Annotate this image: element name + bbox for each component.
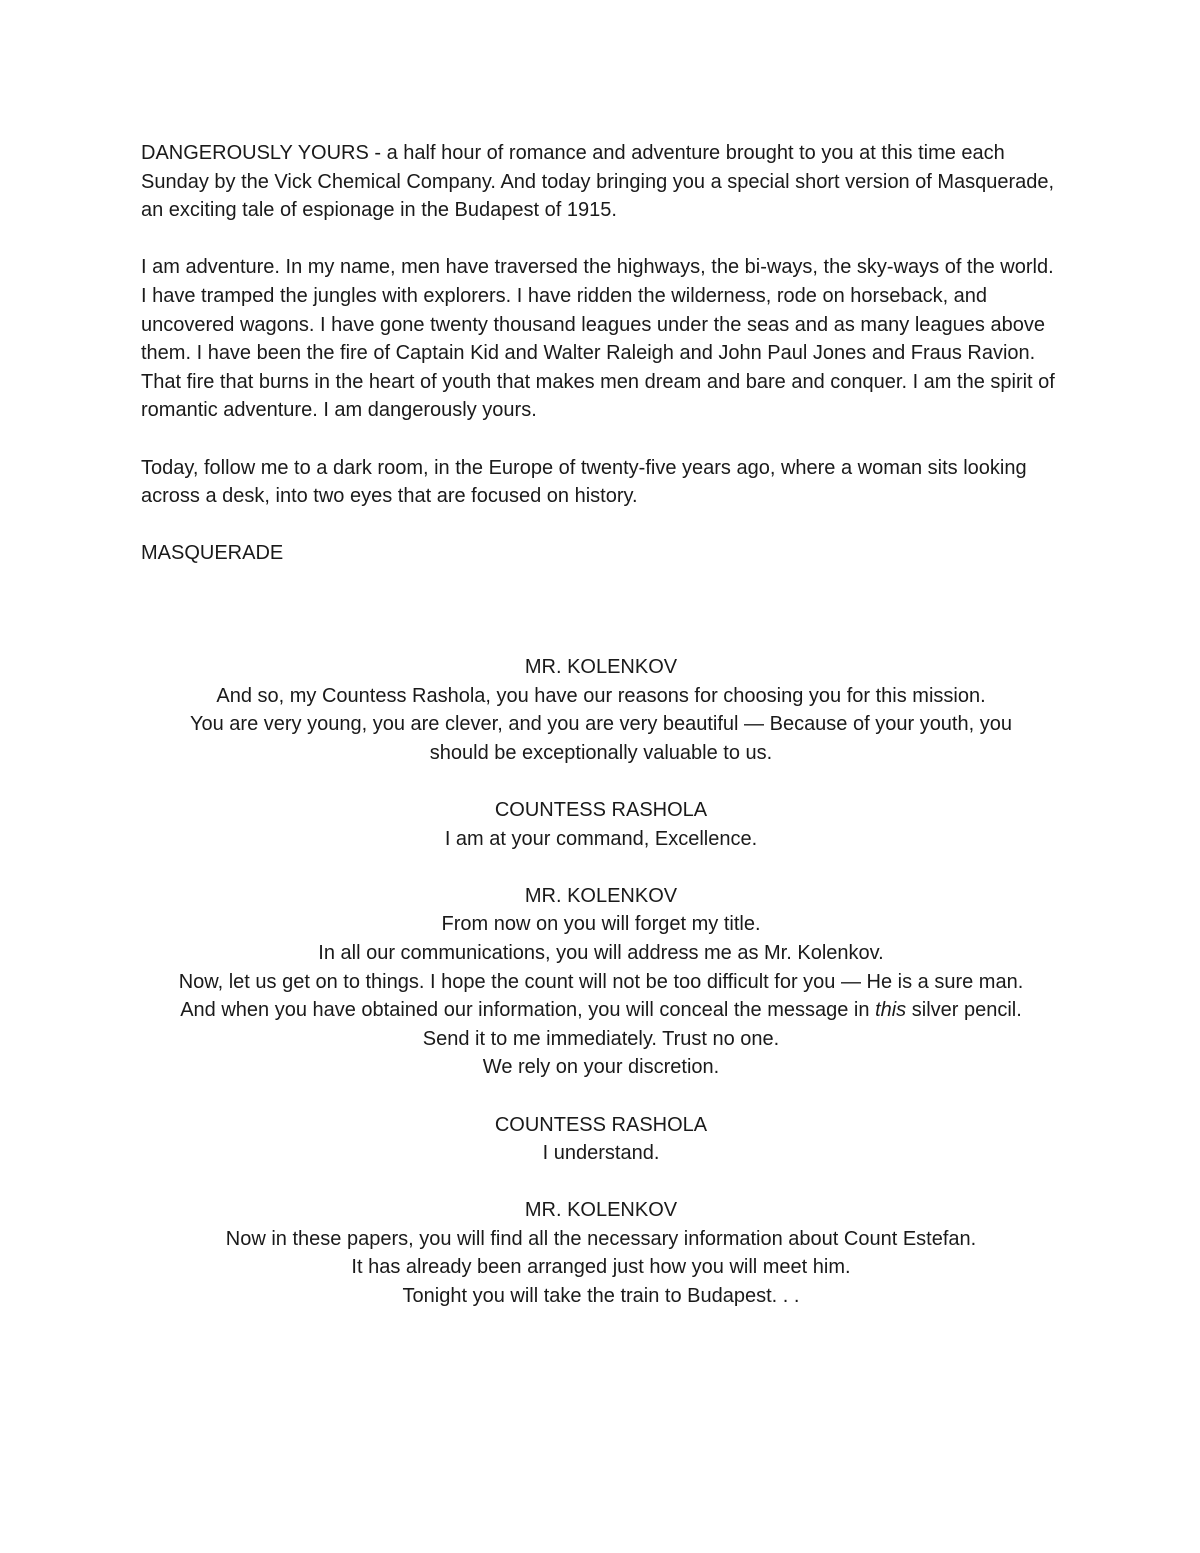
speaker-name: MR. KOLENKOV [524, 884, 678, 907]
dialogue-block [141, 1196, 1061, 1310]
speaker-name: MR. KOLENKOV [524, 656, 678, 678]
speaker-name: COUNTESS RASHOLA [494, 1113, 708, 1136]
dialogue-block [141, 882, 1061, 1082]
script-dialogue [141, 653, 1061, 1339]
speaker-name: COUNTESS RASHOLA [494, 798, 708, 821]
dialogue-block [141, 796, 1061, 853]
emphasized-word: this [875, 999, 907, 1022]
story-title: MASQUERADE [141, 542, 284, 565]
dialogue-line: I am at your command, Excellence. [444, 827, 758, 850]
dialogue-line: We rely on your discretion. [482, 1056, 720, 1079]
dialogue-block [141, 1111, 1061, 1168]
dialogue-line: Now in these papers, you will find all the necessary information about Count Estefan. [225, 1227, 977, 1250]
speaker-name: MR. KOLENKOV [524, 1199, 678, 1222]
dialogue-line: Now, let us get on to things. I hope the count will not be too difficult for you — He is a sure man. [178, 970, 1024, 993]
dialogue-line: In all our communications, you will address me as Mr. Kolenkov. [318, 941, 884, 964]
intro-paragraph-adventure: I am adventure. In my name, men have traversed the highways, the bi-ways, the sky-ways of the world. I have tramped the jungles with explorers. I have ridden the wilderness, rode on horseback, and uncovered wagons. I have gone twenty thousand leagues under the seas and as many leagues above them. I have been the fire of Captain Kid and Walter Raleigh and John Paul Jones and Fraus Ravion. That fire that burns in the heart of youth that makes men dream and bare and conquer. I am the spirit of romantic adventure. I am dangerously yours. [141, 256, 1055, 422]
dialogue-line [141, 996, 1061, 1025]
dialogue-line: Send it to me immediately. Trust no one. [422, 1027, 780, 1050]
dialogue-line-start: And when you have obtained our information, you will conceal the message in [180, 999, 876, 1022]
dialogue-line: should be exceptionally valuable to us. [429, 741, 773, 764]
dialogue-line-end: silver pencil. [906, 999, 1022, 1022]
intro-section [141, 139, 1061, 568]
dialogue-block [141, 653, 1061, 767]
dialogue-line: Tonight you will take the train to Budapest. . . [402, 1285, 800, 1308]
dialogue-line: And so, my Countess Rashola, you have our reasons for choosing you for this mission. [216, 684, 986, 707]
dialogue-line: I understand. [542, 1142, 660, 1165]
intro-paragraph-announcer: DANGEROUSLY YOURS - a half hour of romance and adventure brought to you at this time each Sunday by the Vick Chemical Company. And today bringing you a special short version of Masquerade, an exciting tale of espionage in the Budapest of 1915. [141, 142, 1055, 222]
dialogue-line: You are very young, you are clever, and you are very beautiful — Because of your youth, you [190, 713, 1012, 736]
dialogue-line: From now on you will forget my title. [441, 913, 761, 936]
intro-paragraph-scene: Today, follow me to a dark room, in the Europe of twenty-five years ago, where a woman sits looking across a desk, into two eyes that are focused on history. [141, 456, 1027, 508]
dialogue-line: It has already been arranged just how you will meet him. [351, 1256, 851, 1279]
